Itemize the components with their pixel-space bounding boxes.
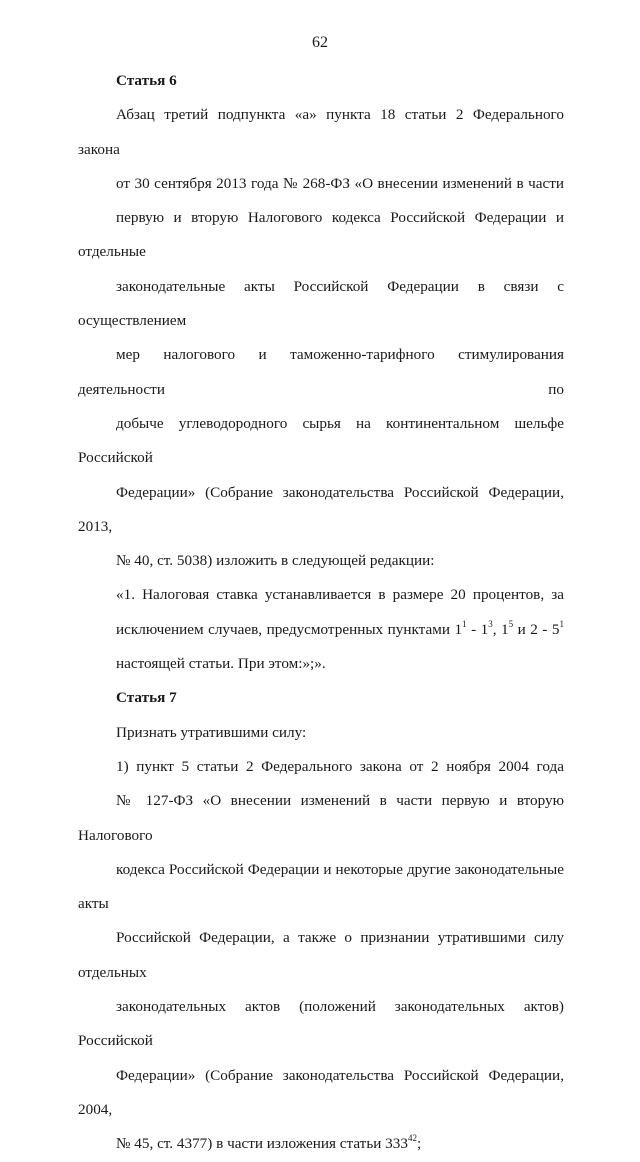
superscript: 1 xyxy=(559,618,565,629)
page-number: 62 xyxy=(312,34,328,51)
document-body xyxy=(78,64,564,1162)
text-line: 1) пункт 5 статьи 2 Федерального закона от 2 ноября 2004 года xyxy=(116,757,564,775)
text-fragment: и 2 - 5 xyxy=(513,620,560,638)
text-line: № 40, ст. 5038) изложить в следующей редакции: xyxy=(116,552,435,570)
article-6-quote xyxy=(78,578,564,681)
article-7-item-1 xyxy=(78,750,564,1162)
text-fragment: - 1 xyxy=(466,620,489,638)
text-line: настоящей статьи. При этом:»;». xyxy=(116,655,326,673)
superscript: 42 xyxy=(407,1133,417,1144)
text-fragment: исключением случаев, предусмотренных пунктами 1 xyxy=(116,620,463,638)
text-line: № 127-ФЗ «О внесении изменений в части первую и вторую Налогового xyxy=(78,792,564,844)
text-line: мер налогового и таможенно-тарифного стимулирования деятельности по xyxy=(78,346,564,398)
text-line: добыче углеводородного сырья на континентальном шельфе Российской xyxy=(78,414,564,467)
text-line: от 30 сентября 2013 года № 268-ФЗ «О внесении изменений в части xyxy=(116,174,564,192)
article-7-heading: Статья 7 xyxy=(116,689,177,707)
text-fragment: ; xyxy=(416,1135,422,1153)
superscript: 5 xyxy=(508,618,514,629)
article-6-heading: Статья 6 xyxy=(116,72,177,89)
text-line-with-superscripts xyxy=(78,613,564,647)
text-line: законодательные акты Российской Федерации в связи с осуществлением xyxy=(78,277,564,330)
text-line-with-superscript xyxy=(78,1127,564,1161)
text-fragment: , 1 xyxy=(492,620,509,638)
text-line: первую и вторую Налогового кодекса Российской Федерации и отдельные xyxy=(78,209,564,261)
text-line: «1. Налоговая ставка устанавливается в размере 20 процентов, за xyxy=(116,586,564,604)
text-line: Федерации» (Собрание законодательства Российской Федерации, 2013, xyxy=(78,483,564,535)
text-fragment: № 45, ст. 4377) в части изложения статьи 333 xyxy=(116,1135,408,1153)
superscript: 3 xyxy=(488,618,493,629)
text-line: кодекса Российской Федерации и некоторые другие законодательные акты xyxy=(78,860,564,913)
superscript: 1 xyxy=(462,618,467,629)
article-7-intro xyxy=(78,716,564,750)
article-6-paragraph xyxy=(78,98,564,578)
text-line: Федерации» (Собрание законодательства Российской Федерации, 2004, xyxy=(78,1066,564,1118)
text-line: законодательных актов (положений законодательных актов) Российской xyxy=(78,998,564,1050)
text-line: Абзац третий подпункта «а» пункта 18 статьи 2 Федерального закона xyxy=(78,106,564,158)
text-line: Российской Федерации, а также о признании утратившими силу отдельных xyxy=(78,929,564,981)
text-line: Признать утратившими силу: xyxy=(116,723,307,741)
